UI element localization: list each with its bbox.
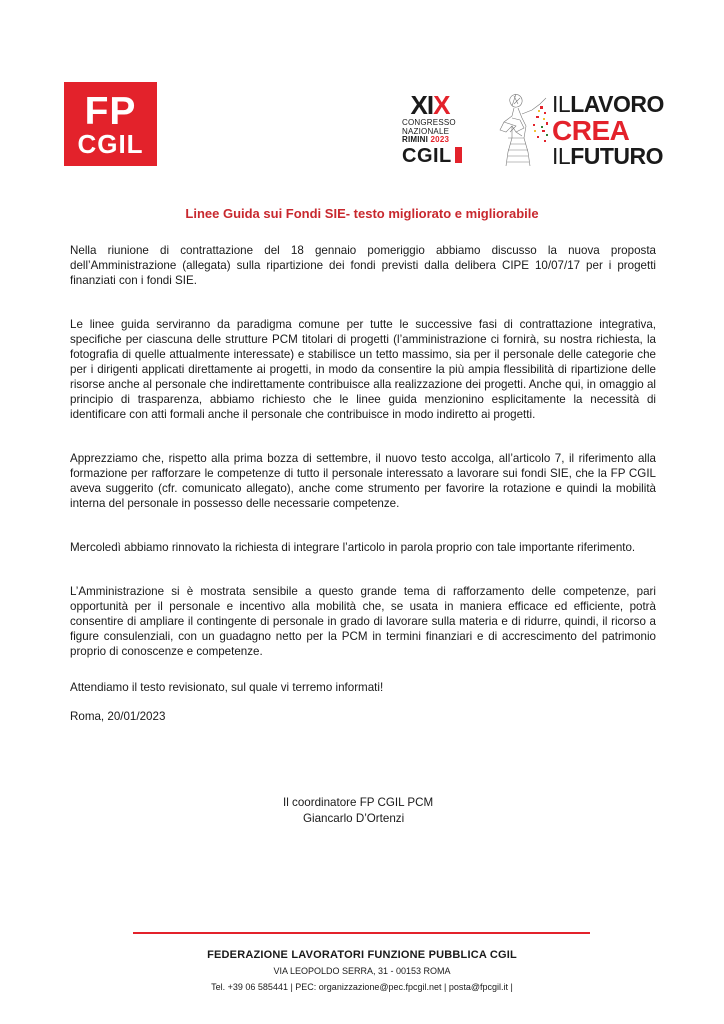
figure-illustration-icon — [486, 92, 550, 168]
congress-logo — [400, 92, 670, 168]
slogan-line3-pre: IL — [552, 143, 571, 169]
paragraph-1: Nella riunione di contrattazione del 18 gennaio pomeriggio abbiamo discusso la nuova proposta dell’Amministrazione (allegata) sulla ripartizione dei fondi previsti dalla delibera CIPE 10/07/17 per i progetti finanziati con i fondi SIE. — [70, 244, 656, 287]
congress-caption-line1: CONGRESSO — [402, 118, 456, 127]
footer-address: VIA LEOPOLDO SERRA, 31 - 00153 ROMA — [273, 966, 451, 976]
congress-org: CGIL — [402, 145, 452, 167]
paragraph-3: Apprezziamo che, rispetto alla prima bozza di settembre, il nuovo testo accolga, all’articolo 7, il riferimento alla formazione per rafforzare le competenze di tutto il personale interessato a lavorare sui fondi SIE, che la FP CGIL aveva suggerito (cfr. comunicato allegato), anche come strumento per favorire la rotazione e quindi la mobilità interna del personale in possesso delle necessarie competenze. — [70, 452, 656, 510]
paragraph-5: L’Amministrazione si è mostrata sensibile a questo grande tema di rafforzamento delle competenze, pari opportunità per il personale e incentivo alla mobilità che, se usata in maniera efficace ed efficiente, potrà consentire di ampliare il contingente di personale in grado di lavorare sulla materia e di ridurre, quindi, il ricorso a figure consulenziali, con un guadagno netto per la PCM in termini finanziari e di accrescimento del patrimonio proprio di conoscenze e competenze. — [70, 585, 656, 658]
signature-name: Giancarlo D’Ortenzi — [303, 812, 405, 825]
document-body — [70, 243, 656, 736]
slogan-line1-pre: IL — [552, 91, 571, 117]
footer-organization: FEDERAZIONE LAVORATORI FUNZIONE PUBBLICA CGIL — [207, 949, 517, 961]
paragraph-closing: Attendiamo il testo revisionato, sul quale vi terremo informati! — [70, 681, 384, 694]
fp-cgil-logo — [64, 82, 157, 166]
slogan-line1 — [552, 92, 672, 117]
footer-contacts: Tel. +39 06 585441 | PEC: organizzazione@pec.fpcgil.net | posta@fpcgil.it | — [211, 982, 513, 992]
slogan-line1-word: LAVORO — [570, 91, 664, 117]
signature-block — [283, 795, 483, 827]
congress-slogan — [552, 92, 672, 169]
congress-year: 2023 — [430, 135, 450, 144]
signature-role: Il coordinatore FP CGIL PCM — [283, 796, 434, 809]
congress-caption — [402, 119, 460, 145]
fp-logo-line1: FP — [84, 90, 137, 133]
fp-logo-line2: CGIL — [77, 129, 144, 159]
paragraph-4: Mercoledì abbiamo rinnovato la richiesta di integrare l’articolo in parola proprio con tale importante riferimento. — [70, 541, 636, 554]
slogan-line3-word: FUTURO — [570, 143, 664, 169]
slogan-line2: CREA — [552, 115, 630, 146]
congress-cgil-mark — [402, 146, 462, 166]
footer — [0, 947, 724, 995]
slogan-line3 — [552, 144, 672, 169]
footer-divider — [133, 932, 590, 934]
congress-numeral — [400, 92, 460, 118]
congress-city: RIMINI — [402, 135, 429, 144]
congress-caption-line2: NAZIONALE — [402, 126, 450, 136]
date-line: Roma, 20/01/2023 — [70, 710, 166, 723]
document-title: Linee Guida sui Fondi SIE- testo migliorato e migliorabile — [185, 206, 539, 221]
paragraph-2: Le linee guida serviranno da paradigma comune per tutte le successive fasi di contrattazione integrativa, specifiche per ciascuna delle strutture PCM titolari di progetti (l’amministrazione ci fornirà, su nostra richiesta, la fotografia di quelle attualmente interessate) e stabilisce un tetto massimo, sia per il personale delle categorie che per i dirigenti applicati direttamente ai progetti, in modo da consentire la più ampia flessibilità di ripartizione delle risorse anche al personale che indirettamente contribuisce alla realizzazione dei progetti. Anche qui, in omaggio al principio di trasparenza, abbiamo richiesto che le linee guida menzionino esplicitamente la necessità di identificare con atti formali anche il personale che contribuisce in modo indiretto ai progetti. — [70, 318, 656, 421]
congress-numeral-red: X — [433, 90, 450, 120]
congress-numeral-black: XI — [410, 90, 434, 120]
red-bar-icon — [455, 147, 462, 163]
